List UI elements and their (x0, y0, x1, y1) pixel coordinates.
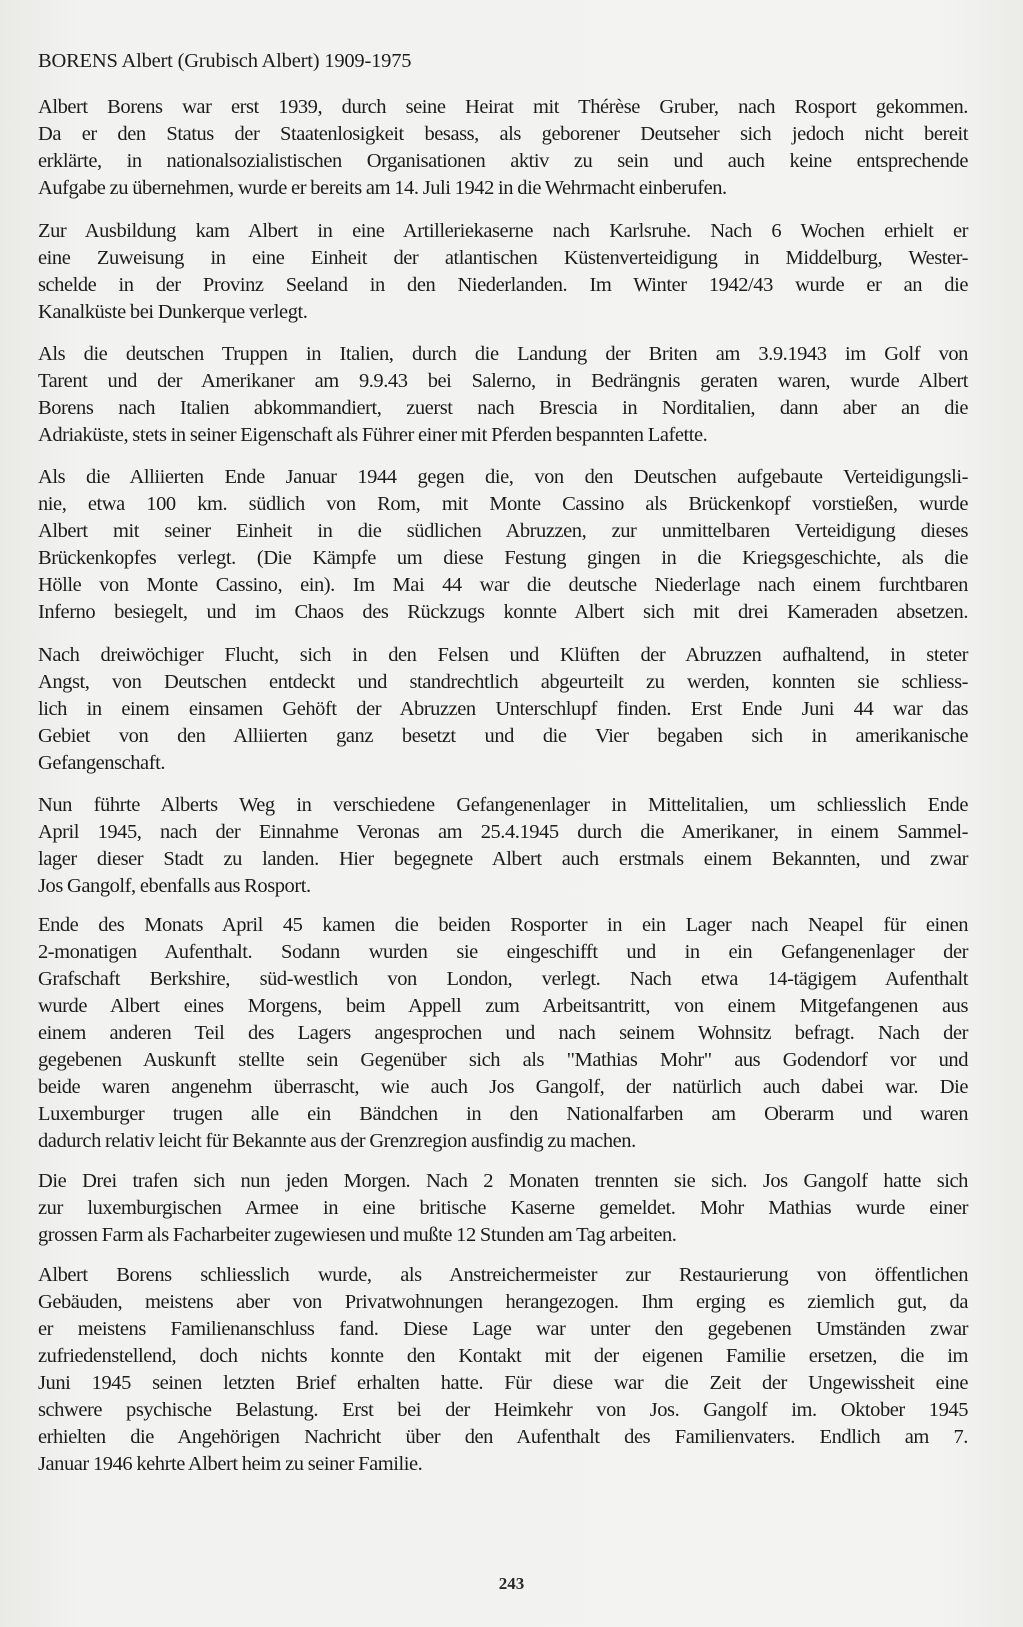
text-line: lager dieser Stadt zu landen. Hier begegnete Albert auch erstmals einem Bekannten, und zwar (38, 848, 968, 870)
text-line: Nun führte Alberts Weg in verschiedene Gefangenenlager in Mittelitalien, um schliesslich Ende (38, 794, 968, 816)
text-line: Zur Ausbildung kam Albert in eine Artilleriekaserne nach Karlsruhe. Nach 6 Wochen erhielt er (38, 220, 968, 242)
text-line: Inferno besiegelt, und im Chaos des Rückzugs konnte Albert sich mit drei Kameraden absetzen. (38, 601, 968, 623)
text-line: Luxemburger trugen alle ein Bändchen in den Nationalfarben am Oberarm und waren (38, 1103, 968, 1125)
text-line: Gebäuden, meistens aber von Privatwohnungen herangezogen. Ihm erging es ziemlich gut, da (38, 1291, 968, 1313)
text-line: schwere psychische Belastung. Erst bei der Heimkehr von Jos. Gangolf im. Oktober 1945 (38, 1399, 968, 1421)
text-line: Nach dreiwöchiger Flucht, sich in den Felsen und Klüften der Abruzzen aufhaltend, in steter (38, 644, 968, 666)
text-line: Kanalküste bei Dunkerque verlegt. (38, 301, 308, 323)
text-line: beide waren angenehm überrascht, wie auch Jos Gangolf, der natürlich auch dabei war. Die (38, 1076, 968, 1098)
text-line: wurde Albert eines Morgens, beim Appell zum Arbeitsantritt, von einem Mitgefangenen aus (38, 995, 968, 1017)
text-line: Ende des Monats April 45 kamen die beiden Rosporter in ein Lager nach Neapel für einen (38, 914, 968, 936)
text-line: Adriaküste, stets in seiner Eigenschaft als Führer einer mit Pferden bespannten Lafette. (38, 424, 708, 446)
paragraph-9 (38, 1262, 968, 1478)
paragraph-5 (38, 642, 968, 777)
paragraph-3 (38, 341, 968, 449)
text-line: einem anderen Teil des Lagers angesprochen und nach seinem Wohnsitz befragt. Nach der (38, 1022, 968, 1044)
text-line: Brückenkopfes verlegt. (Die Kämpfe um diese Festung gingen in die Kriegsgeschichte, als die (38, 547, 968, 569)
text-line: erhielten die Angehörigen Nachricht über den Aufenthalt des Familienvaters. Endlich am 7. (38, 1426, 968, 1448)
paragraph-1 (38, 94, 968, 202)
paragraph-7 (38, 912, 968, 1155)
paragraph-2 (38, 218, 968, 326)
text-line: Gebiet von den Alliierten ganz besetzt und die Vier begaben sich in amerikanische (38, 725, 968, 747)
text-line: Albert mit seiner Einheit in die südlichen Abruzzen, zur unmittelbaren Verteidigung dieses (38, 520, 968, 542)
page-number: 243 (498, 1574, 525, 1593)
text-line: Da er den Status der Staatenlosigkeit besass, als geborener Deutseher sich jedoch nicht bereit (38, 123, 968, 145)
text-line: eine Zuweisung in eine Einheit der atlantischen Küstenverteidigung in Middelburg, Wester- (38, 247, 968, 269)
text-line: Juni 1945 seinen letzten Brief erhalten hatte. Für diese war die Zeit der Ungewissheit eine (38, 1372, 968, 1394)
text-line: gegebenen Auskunft stellte sein Gegenüber sich als "Mathias Mohr" aus Godendorf vor und (38, 1049, 968, 1071)
text-line: zufriedenstellend, doch nichts konnte den Kontakt mit der eigenen Familie ersetzen, die im (38, 1345, 968, 1367)
text-line: Borens nach Italien abkommandiert, zuerst nach Brescia in Norditalien, dann aber an die (38, 397, 968, 419)
paragraph-4 (38, 464, 968, 626)
text-line: Angst, von Deutschen entdeckt und standrechtlich abgeurteilt zu werden, konnten sie schliess- (38, 671, 968, 693)
text-line: zur luxemburgischen Armee in eine britische Kaserne gemeldet. Mohr Mathias wurde einer (38, 1197, 968, 1219)
page-title: BORENS Albert (Grubisch Albert) 1909-1975 (38, 50, 412, 72)
text-line: Grafschaft Berkshire, süd-westlich von London, verlegt. Nach etwa 14-tägigem Aufenthalt (38, 968, 968, 990)
text-line: Als die deutschen Truppen in Italien, durch die Landung der Briten am 3.9.1943 im Golf von (38, 343, 968, 365)
text-line: Albert Borens schliesslich wurde, als Anstreichermeister zur Restaurierung von öffentlichen (38, 1264, 968, 1286)
text-line: April 1945, nach der Einnahme Veronas am 25.4.1945 durch die Amerikaner, in einem Sammel- (38, 821, 968, 843)
text-line: lich in einem einsamen Gehöft der Abruzzen Unterschlupf finden. Erst Ende Juni 44 war das (38, 698, 968, 720)
text-line: schelde in der Provinz Seeland in den Niederlanden. Im Winter 1942/43 wurde er an die (38, 274, 968, 296)
text-line: dadurch relativ leicht für Bekannte aus der Grenzregion ausfindig zu machen. (38, 1130, 636, 1152)
text-line: Albert Borens war erst 1939, durch seine Heirat mit Thérèse Gruber, nach Rosport gekommen. (38, 96, 968, 118)
text-line: Tarent und der Amerikaner am 9.9.43 bei Salerno, in Bedrängnis geraten waren, wurde Albert (38, 370, 968, 392)
text-line: erklärte, in nationalsozialistischen Organisationen aktiv zu sein und auch keine entsprechende (38, 150, 968, 172)
text-line: 2-monatigen Aufenthalt. Sodann wurden sie eingeschifft und in ein Gefangenenlager der (38, 941, 968, 963)
text-line: nie, etwa 100 km. südlich von Rom, mit Monte Cassino als Brückenkopf vorstießen, wurde (38, 493, 968, 515)
text-line: Die Drei trafen sich nun jeden Morgen. Nach 2 Monaten trennten sie sich. Jos Gangolf hatte sich (38, 1170, 968, 1192)
text-line: Als die Alliierten Ende Januar 1944 gegen die, von den Deutschen aufgebaute Verteidigungsli- (38, 466, 968, 488)
text-line: er meistens Familienanschluss fand. Diese Lage war unter den gegebenen Umständen zwar (38, 1318, 968, 1340)
text-line: Gefangenschaft. (38, 752, 166, 774)
text-line: Januar 1946 kehrte Albert heim zu seiner Familie. (38, 1453, 423, 1475)
paragraph-8 (38, 1168, 968, 1249)
text-line: grossen Farm als Facharbeiter zugewiesen und mußte 12 Stunden am Tag arbeiten. (38, 1224, 677, 1246)
text-line: Hölle von Monte Cassino, ein). Im Mai 44 war die deutsche Niederlage nach einem furchtbaren (38, 574, 968, 596)
text-line: Aufgabe zu übernehmen, wurde er bereits am 14. Juli 1942 in die Wehrmacht einberufen. (38, 177, 727, 199)
paragraph-6 (38, 792, 968, 900)
text-line: Jos Gangolf, ebenfalls aus Rosport. (38, 875, 311, 897)
